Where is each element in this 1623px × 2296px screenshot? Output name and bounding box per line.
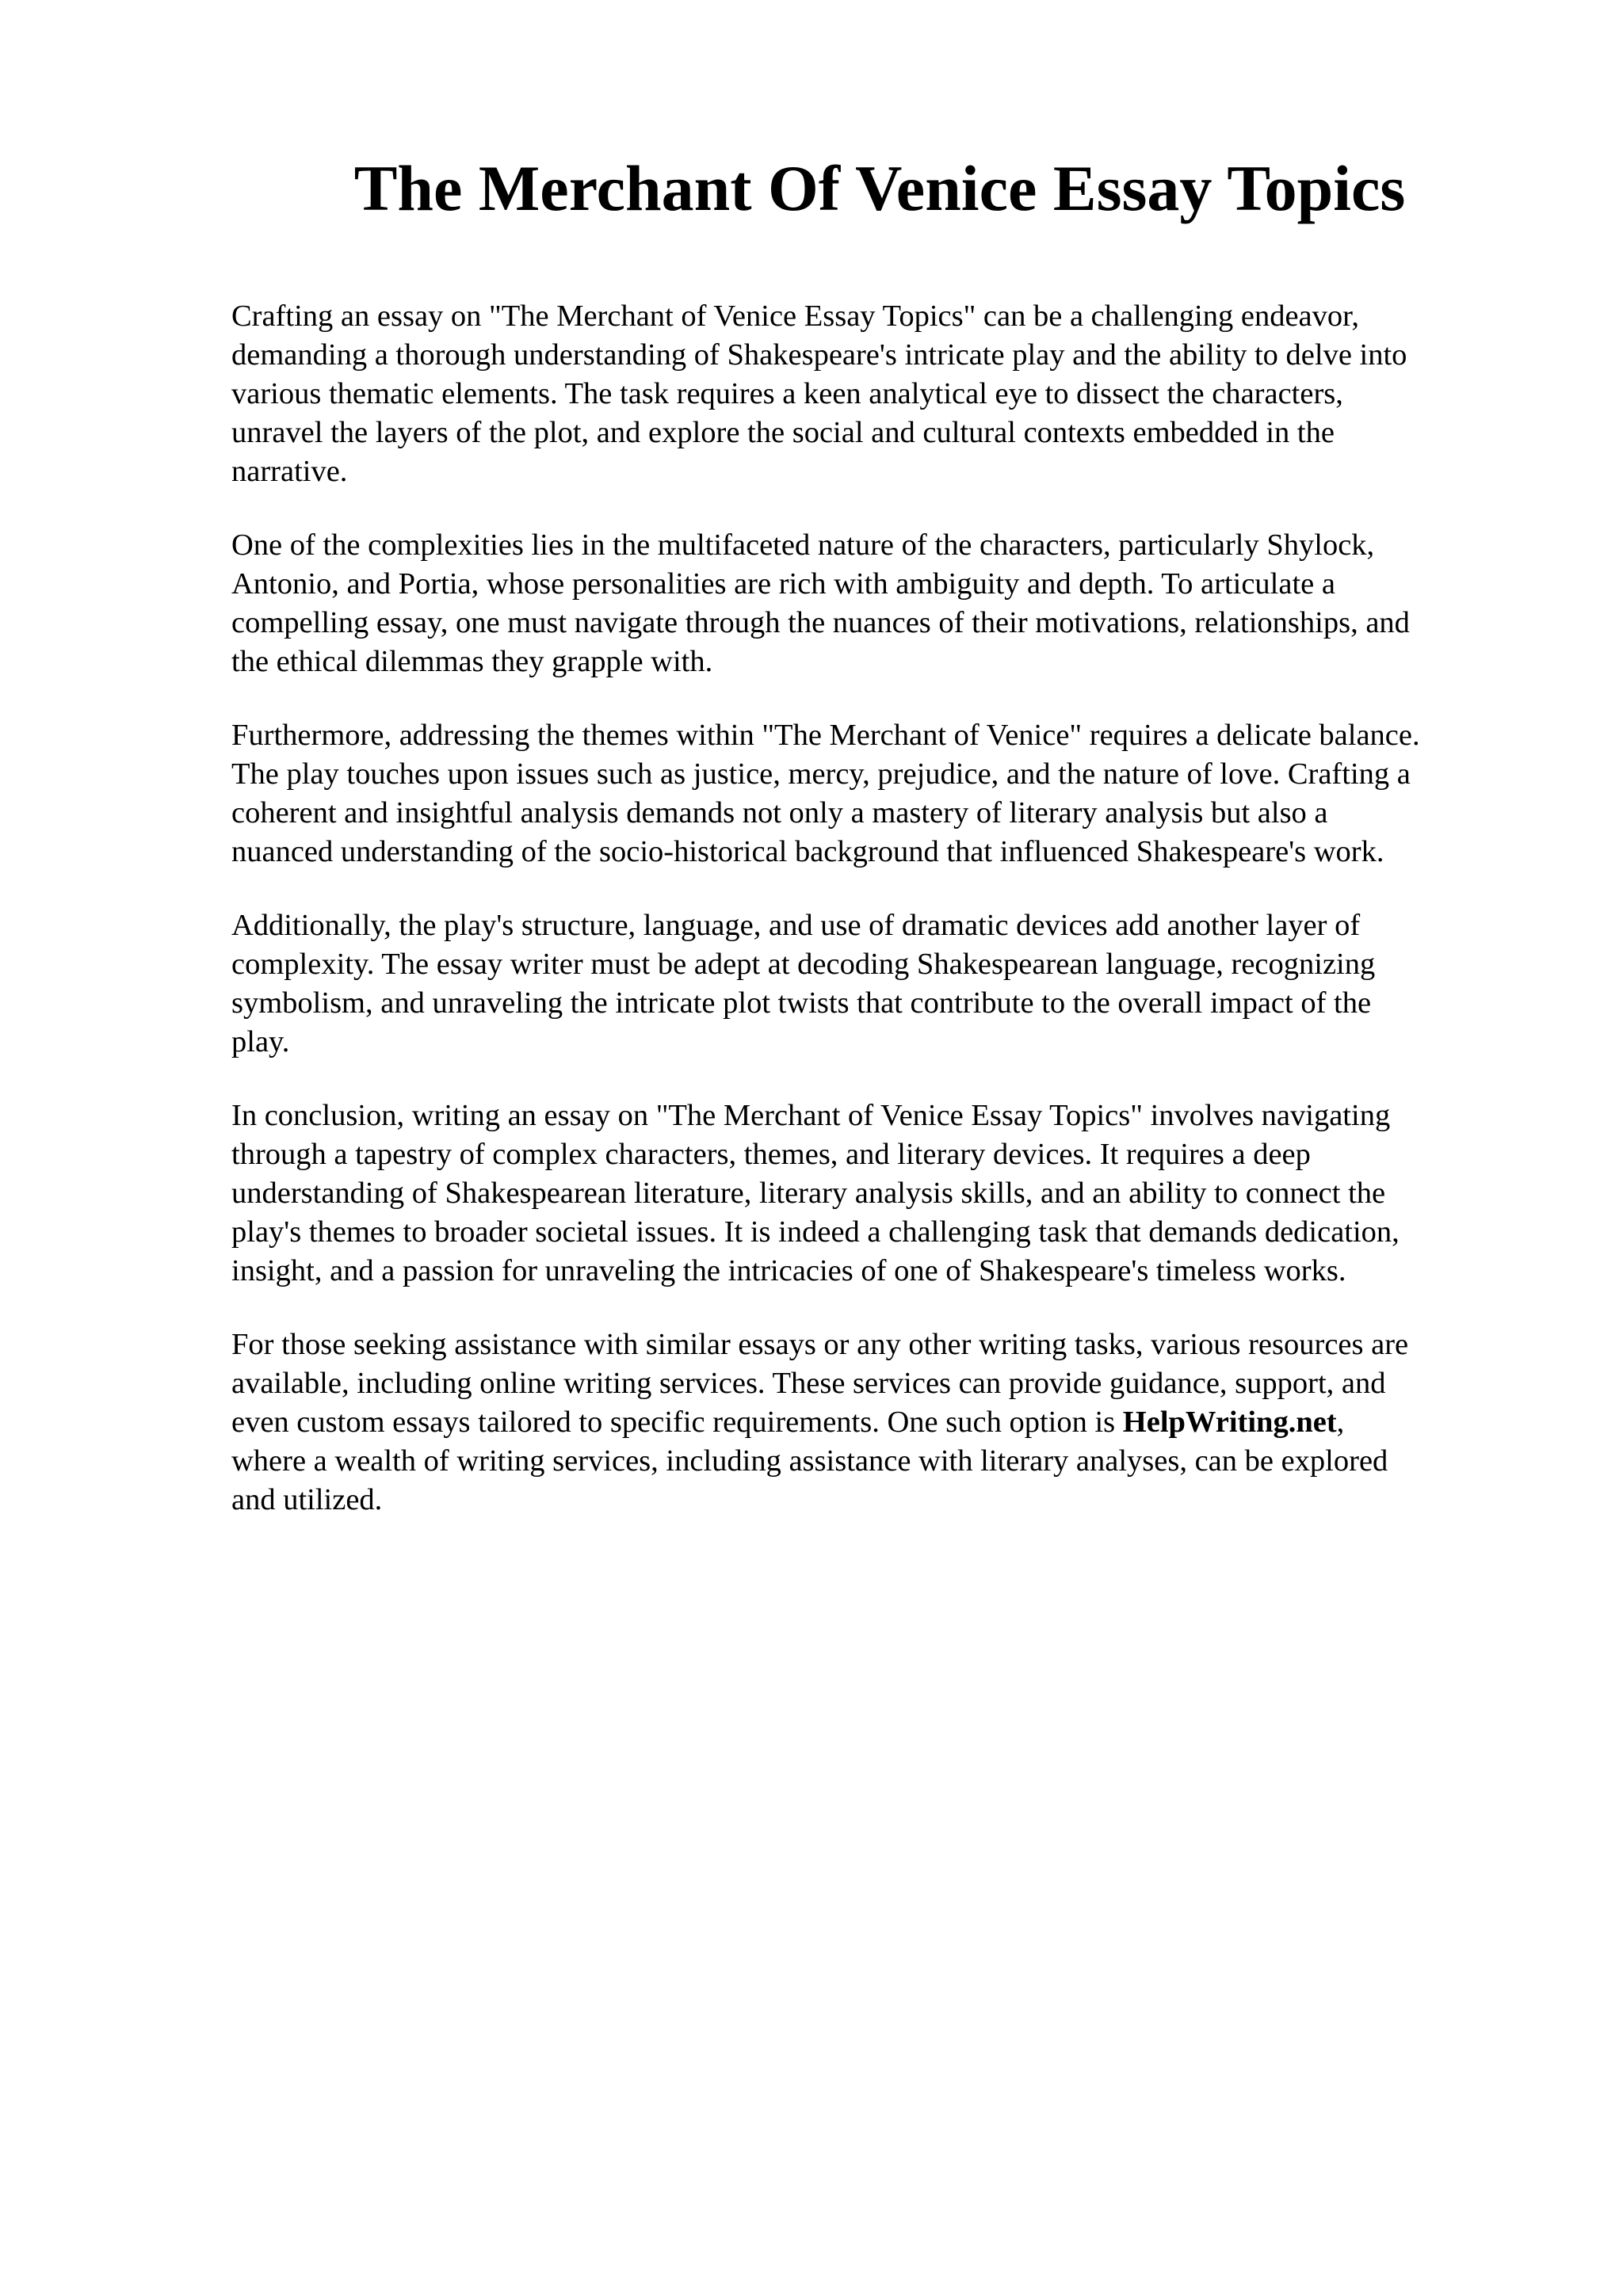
paragraph-3 [231, 716, 1531, 871]
text-line: Furthermore, addressing the themes within "The Merchant of Venice" requires a delicate balance. [231, 719, 1420, 752]
text-line: play. [231, 1025, 290, 1058]
text-line: The play touches upon issues such as justice, mercy, prejudice, and the nature of love. Crafting a [231, 757, 1411, 791]
text-line: where a wealth of writing services, including assistance with literary analyses, can be explored [231, 1444, 1388, 1478]
paragraph-4 [231, 906, 1531, 1062]
document-body [231, 297, 1531, 1554]
text-line: For those seeking assistance with similar essays or any other writing tasks, various resources are [231, 1328, 1409, 1361]
text-line: insight, and a passion for unraveling the intricacies of one of Shakespeare's timeless works. [231, 1254, 1346, 1287]
text-line: and utilized. [231, 1483, 383, 1516]
text-line: various thematic elements. The task requires a keen analytical eye to dissect the characters, [231, 377, 1343, 410]
text-line-with-link [231, 1403, 1531, 1442]
text-segment: even custom essays tailored to specific requirements. One such option is [231, 1405, 1123, 1439]
text-line: Additionally, the play's structure, language, and use of dramatic devices add another layer of [231, 909, 1361, 942]
text-line: the ethical dilemmas they grapple with. [231, 645, 713, 678]
helpwriting-link[interactable]: HelpWriting.net [1122, 1405, 1337, 1439]
text-line: symbolism, and unraveling the intricate plot twists that contribute to the overall impact of the [231, 986, 1372, 1020]
text-line: Crafting an essay on "The Merchant of Venice Essay Topics" can be a challenging endeavor, [231, 299, 1360, 333]
text-line: unravel the layers of the plot, and explore the social and cultural contexts embedded in the [231, 416, 1335, 449]
text-line: understanding of Shakespearean literature, literary analysis skills, and an ability to connect the [231, 1177, 1386, 1210]
paragraph-6 [231, 1325, 1531, 1520]
text-line: play's themes to broader societal issues. It is indeed a challenging task that demands dedication, [231, 1215, 1400, 1249]
text-line: nuanced understanding of the socio-historical background that influenced Shakespeare's work. [231, 835, 1384, 868]
paragraph-1 [231, 297, 1531, 491]
paragraph-5 [231, 1097, 1531, 1291]
text-line: coherent and insightful analysis demands not only a mastery of literary analysis but also a [231, 796, 1328, 830]
text-line: One of the complexities lies in the multifaceted nature of the characters, particularly Shylock, [231, 528, 1375, 562]
text-line: narrative. [231, 455, 348, 488]
text-line: demanding a thorough understanding of Shakespeare's intricate play and the ability to delve into [231, 338, 1407, 372]
text-line: through a tapestry of complex characters, themes, and literary devices. It requires a deep [231, 1138, 1311, 1171]
document-title: The Merchant Of Venice Essay Topics [353, 152, 1406, 224]
text-segment: , [1336, 1405, 1345, 1439]
text-line: Antonio, and Portia, whose personalities are rich with ambiguity and depth. To articulate a [231, 567, 1335, 601]
paragraph-2 [231, 526, 1531, 681]
text-line: In conclusion, writing an essay on "The Merchant of Venice Essay Topics" involves navigating [231, 1099, 1391, 1132]
text-line: complexity. The essay writer must be adept at decoding Shakespearean language, recognizing [231, 948, 1376, 981]
text-line: available, including online writing services. These services can provide guidance, support, and [231, 1367, 1386, 1400]
text-line: compelling essay, one must navigate through the nuances of their motivations, relationships, and [231, 606, 1410, 639]
